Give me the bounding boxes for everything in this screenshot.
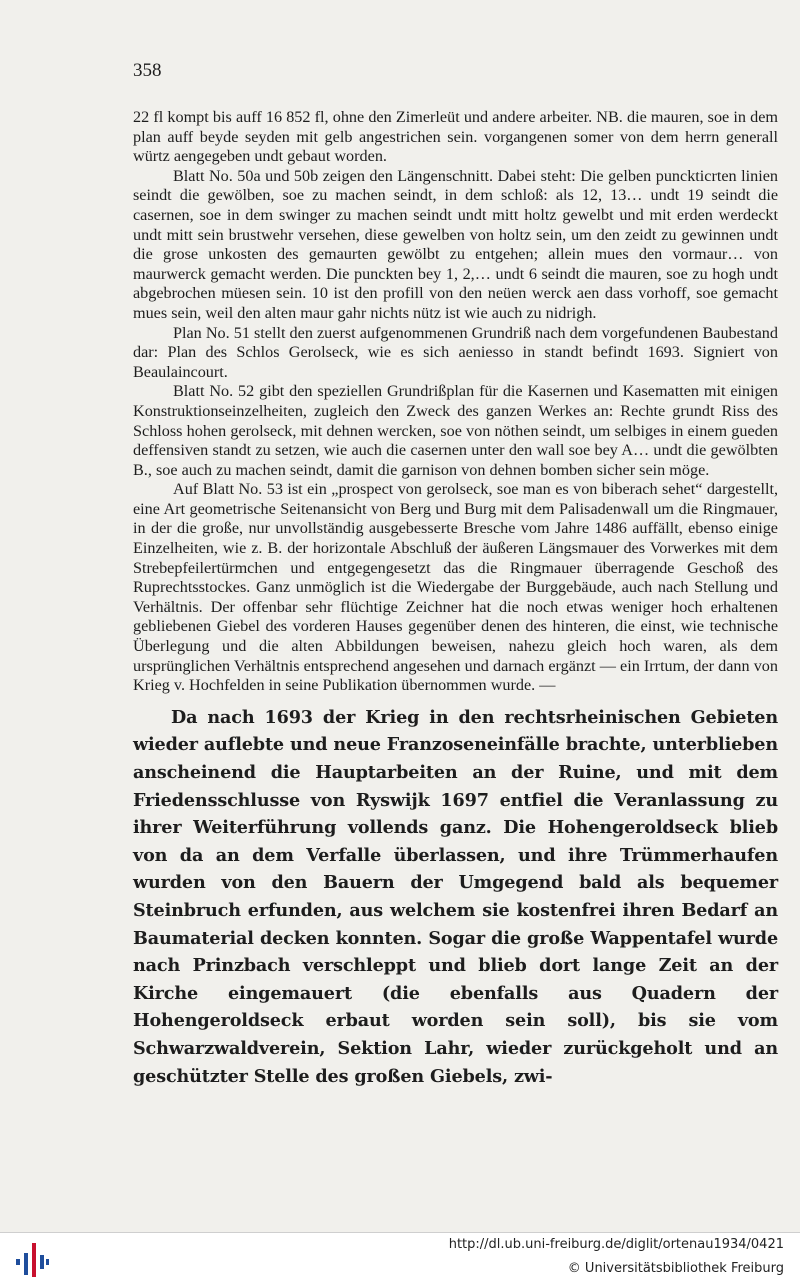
footer-bar: [0, 1232, 800, 1287]
copyright-notice: © Universitätsbibliothek Freiburg: [567, 1261, 784, 1276]
main-text-body: Da nach 1693 der Krieg in den rechtsrheinischen Gebieten wieder auflebte und neue Franzoseneinfälle brachte, unterblieben anscheinend die Hauptarbeiten an der Ruine, und mit dem Friedensschlusse von Ryswijk 1697 entfiel die Veranlassung zu ihrer Weiterführung vollends ganz. Die Hohengeroldseck blieb von da an dem Verfalle überlassen, und ihre Trümmerhaufen wurden von den Bauern der Umgegend bald als bequemer Steinbruch erfunden, aus welchem sie kostenfrei ihren Bedarf an Baumaterial decken konnten. Sogar die große Wappentafel wurde nach Prinzbach verschleppt und blieb dort lange Zeit an der Kirche eingemauert (die ebenfalls aus Quadern der Hohengeroldseck erbaut worden sein soll), bis sie vom Schwarzwaldverein, Sektion Lahr, wieder zurückgeholt und an geschützter Stelle des großen Giebels, zwi-: [133, 706, 778, 1087]
paragraph: Auf Blatt No. 53 ist ein „prospect von gerolseck, soe man es von biberach sehet“ dargestellt, eine Art geometrische Seitenansicht von Berg und Burg mit dem Palisadenwall um die Ringmauer, in der die große, nur unvollständig ausgebesserte Bresche vom Jahre 1486 auffällt, ebenso einige Einzelheiten, wie z. B. der horizontale Abschluß der äußeren Längsmauer des Vorwerkes mit dem Strebepfeilertürmchen und entgegengesetzt das die Ringmauer überragende Geschoß des Ruprechtsstockes. Ganz unmöglich ist die Wiedergabe der Burggebäude, auch nach Stellung und Verhältnis. Der offenbar sehr flüchtige Zeichner hat die noch etwas weniger hoch erhaltenen gebliebenen Giebel des vorderen Hauses gegenüber denen des hinteren, die einst, wie technische Überlegung und die alten Abbildungen beweisen, nahezu gleich hoch waren, als dem ursprünglichen Verhältnis entsprechend angesehen und darnach ergänzt — ein Irrtum, der dann von Krieg v. Hochfelden in seine Publikation übernommen wurde. —: [133, 480, 778, 695]
page-number: 358: [133, 60, 162, 81]
paragraph: 22 fl kompt bis auff 16 852 fl, ohne den Zimerleüt und andere arbeiter. NB. die mauren, soe in dem plan auff beyde seyden mit gelb angestrichen sein. vorgangenen somer von dem herrn generall würtz aengegeben undt gebaut worden.: [133, 108, 778, 166]
paragraph: Blatt No. 50a und 50b zeigen den Längenschnitt. Dabei steht: Die gelben punckticrten linien seindt die gewölben, soe zu machen seindt, in dem schloß: als 12, 13… undt 19 seindt die casernen, soe in dem swinger zu machen seindt undt mitt holtz gewelbt und mit erden werdeckt undt mitt sein brustwehr versehen, diese gewelben von holtz sein, um den zeidt zu gewinnen undt die grose unkosten des gemaurten gewölbt zu entgehen; allein mues den vormaur… von maurwerck gemacht werden. Die punckten bey 1, 2,… undt 6 seindt die mauren, soe zu hogh undt abgebrochen müesen sein. 10 ist den profill von den neüen werck aen dass vorhoff, soe gemacht mues sein, weil den alten maur gahr nichts nütz ist wie auch zu nidrigh.: [133, 166, 778, 322]
main-text: [133, 704, 778, 1090]
permalink-link[interactable]: http://dl.ub.uni-freiburg.de/diglit/ortenau1934/0421: [448, 1237, 784, 1252]
ub-freiburg-logo-icon: [14, 1241, 50, 1279]
paragraph: Plan No. 51 stellt den zuerst aufgenommenen Grundriß nach dem vorgefundenen Baubestand dar: Plan des Schlos Gerolseck, wie es sich aeniesso in standt befindt 1693. Signiert von Beaulaincourt.: [133, 323, 778, 381]
page-body: [133, 108, 778, 1108]
paragraph: Blatt No. 52 gibt den speziellen Grundrißplan für die Kasernen und Kasematten mit einigen Konstruktionseinzelheiten, zugleich den Zweck des ganzen Werkes an: Rechte grundt Riss des Schloss hohen gerolseck, mit dehnen wercken, soe von nöthen seindt, um selbiges in einem gueden deffensiven standt zu setzen, wie auch die casernen unter den wall soe bey A… undt die gewölbten B., soe auch zu machen seindt, damit die garnison von dehnen bomben sicher sein möge.: [133, 382, 778, 479]
